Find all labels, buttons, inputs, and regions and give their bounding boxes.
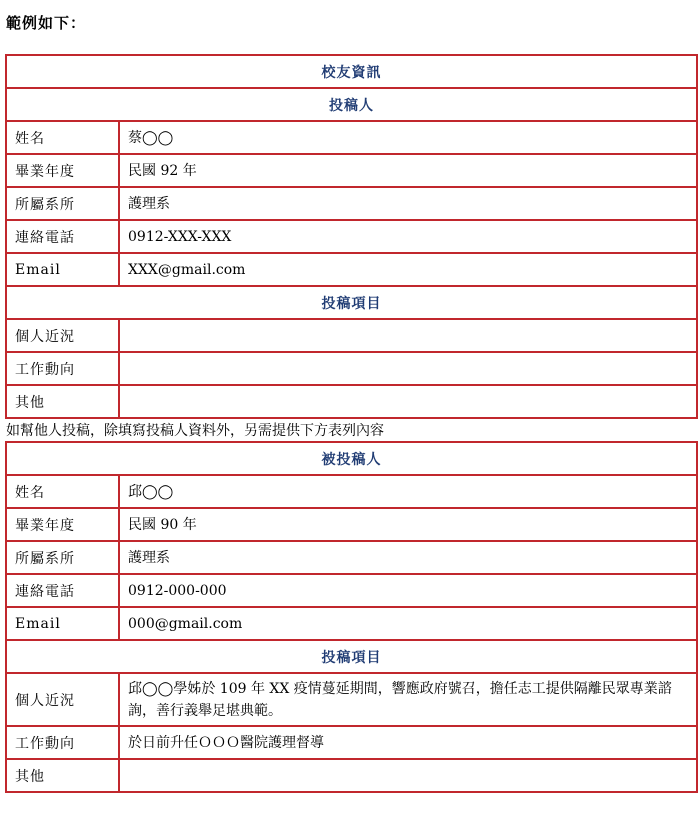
alumni-info-table [5, 54, 698, 419]
row-value: 於日前升任ＯＯＯ醫院護理督導 [119, 726, 697, 759]
row-value: XXX@gmail.com [119, 253, 697, 286]
row-label: 畢業年度 [6, 154, 119, 187]
table-row [6, 253, 697, 286]
row-value: 000@gmail.com [119, 607, 697, 640]
row-value [119, 385, 697, 418]
row-label: 所屬系所 [6, 187, 119, 220]
row-value [119, 352, 697, 385]
row-label: 其他 [6, 385, 119, 418]
table-row [6, 574, 697, 607]
row-value: 護理系 [119, 541, 697, 574]
row-value: 民國 90 年 [119, 508, 697, 541]
intro-heading: 範例如下： [6, 14, 87, 32]
table-row [6, 759, 697, 792]
row-value: 0912-XXX-XXX [119, 220, 697, 253]
table-row [6, 607, 697, 640]
row-label: Email [6, 607, 119, 640]
table-row [6, 352, 697, 385]
table-row [6, 319, 697, 352]
section-header-items: 投稿項目 [6, 640, 697, 673]
row-label: 姓名 [6, 475, 119, 508]
row-label: 工作動向 [6, 726, 119, 759]
table-row [6, 385, 697, 418]
section-header-nominee: 被投稿人 [6, 442, 697, 475]
row-label: 所屬系所 [6, 541, 119, 574]
nominee-info-table [5, 441, 698, 793]
row-label: 姓名 [6, 121, 119, 154]
row-label: 其他 [6, 759, 119, 792]
table-row [6, 508, 697, 541]
table-row [6, 220, 697, 253]
row-value: 護理系 [119, 187, 697, 220]
section-header-items: 投稿項目 [6, 286, 697, 319]
section-header-submitter: 投稿人 [6, 88, 697, 121]
row-value [119, 319, 697, 352]
row-value: 0912-000-000 [119, 574, 697, 607]
table-row [6, 121, 697, 154]
table-row [6, 475, 697, 508]
table-row [6, 154, 697, 187]
table-row [6, 187, 697, 220]
row-label: 個人近況 [6, 673, 119, 726]
row-value: 邱◯◯ [119, 475, 697, 508]
row-label: 個人近況 [6, 319, 119, 352]
table-title: 校友資訊 [6, 55, 697, 88]
row-value: 邱◯◯學姊於 109 年 XX 疫情蔓延期間，響應政府號召，擔任志工提供隔離民眾專業諮詢，善行義舉足堪典範。 [119, 673, 697, 726]
table-row [6, 726, 697, 759]
row-label: 連絡電話 [6, 220, 119, 253]
row-value [119, 759, 697, 792]
instruction-note: 如幫他人投稿，除填寫投稿人資料外，另需提供下方表列內容 [6, 423, 384, 439]
row-label: Email [6, 253, 119, 286]
table-row [6, 541, 697, 574]
row-value: 蔡◯◯ [119, 121, 697, 154]
row-label: 工作動向 [6, 352, 119, 385]
row-label: 畢業年度 [6, 508, 119, 541]
table-row [6, 673, 697, 726]
row-value: 民國 92 年 [119, 154, 697, 187]
row-label: 連絡電話 [6, 574, 119, 607]
